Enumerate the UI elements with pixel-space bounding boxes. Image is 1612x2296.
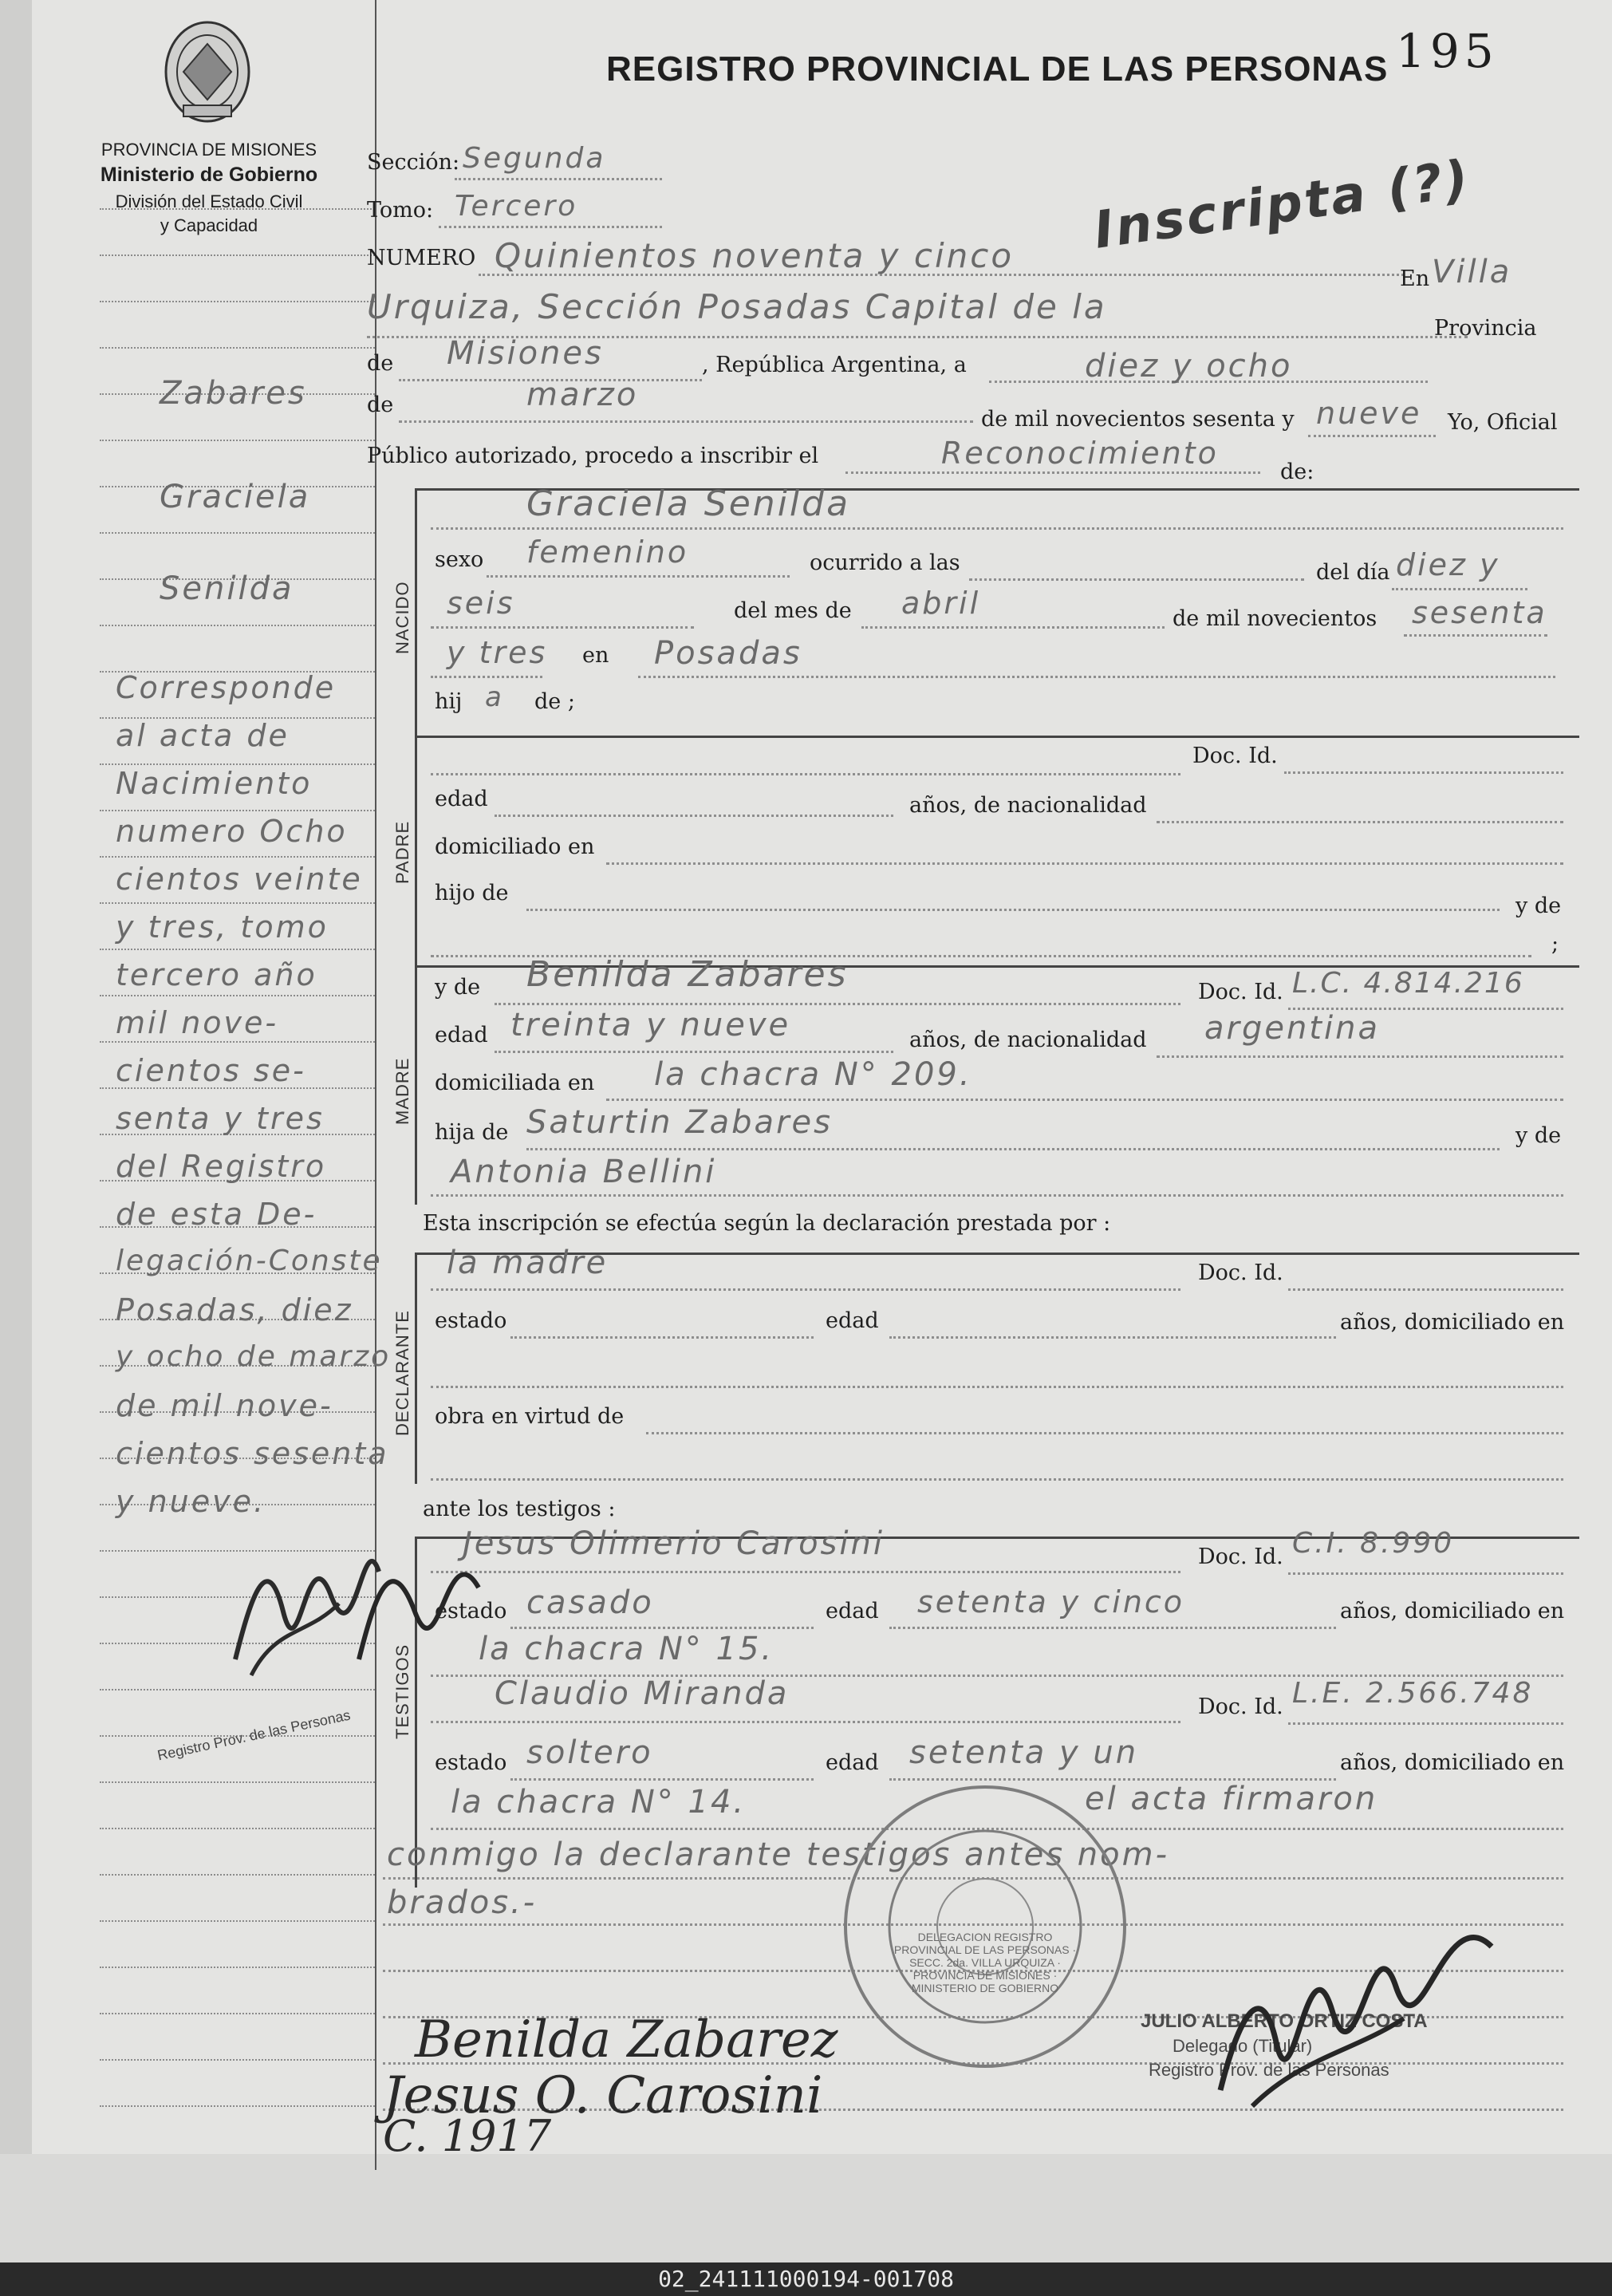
closing-line-b: conmigo la declarante testigos antes nom- <box>387 1836 1170 1873</box>
declarante-nombre: la madre <box>447 1245 609 1281</box>
seccion-label: Sección: <box>367 150 460 175</box>
declarante-estado-label: estado <box>435 1308 507 1333</box>
margin-note-line: Graciela <box>160 479 311 515</box>
signature-jesus: Jesus O. Carosini <box>383 2066 823 2125</box>
margin-note-line: numero Ocho <box>116 814 348 849</box>
milnov-label: de mil novecientos sesenta y <box>981 407 1295 432</box>
section-madre: MADRE <box>392 1057 412 1125</box>
de-label: de <box>367 351 394 376</box>
margin-note-line: legación-Conste <box>116 1245 383 1277</box>
official-round-stamp <box>838 1779 1133 2074</box>
official-signature <box>1204 1851 1523 2122</box>
hij-label: hij <box>435 689 463 714</box>
padre-edad-label: edad <box>435 787 488 811</box>
section-testigos: TESTIGOS <box>392 1643 412 1739</box>
padre-yde-label: y de <box>1515 894 1562 918</box>
official-title-2: Registro Prov. de las Personas <box>1149 2060 1389 2080</box>
madre-domicilio-label: domiciliada en <box>435 1071 595 1095</box>
testigo2-doc-value: L.E. 2.566.748 <box>1292 1677 1534 1710</box>
testigo1-doc-label: Doc. Id. <box>1198 1544 1283 1569</box>
acto-value: Reconocimiento <box>941 436 1219 471</box>
testigos-intro: ante los testigos : <box>423 1497 616 1521</box>
margin-note-line: tercero año <box>116 957 317 992</box>
testigo1-domicilio: la chacra N° 15. <box>479 1631 774 1667</box>
margin-note-line: de esta De- <box>116 1197 317 1232</box>
testigo2-estado-label: estado <box>435 1750 507 1775</box>
tomo-label: Tomo: <box>367 198 434 223</box>
madre-madre-value: Antonia Bellini <box>451 1154 717 1190</box>
en2-label: en <box>582 643 609 668</box>
dia-value-b: seis <box>447 586 515 621</box>
image-footer-id: 02_241111000194-001708 <box>0 2262 1612 2296</box>
de-hij-label: de ; <box>534 689 575 714</box>
de2-label: de <box>367 393 394 417</box>
padre-doc-label: Doc. Id. <box>1192 744 1278 768</box>
padre-semicolon: ; <box>1551 932 1559 957</box>
madre-nacionalidad-value: argentina <box>1204 1010 1380 1047</box>
delmes-label: del mes de <box>734 598 852 623</box>
testigo1-edad-value: setenta y cinco <box>917 1584 1185 1619</box>
testigo2-nombre: Claudio Miranda <box>495 1675 790 1712</box>
section-declarante: DECLARANTE <box>392 1310 412 1436</box>
madre-edad-label: edad <box>435 1023 488 1047</box>
mes-value: abril <box>901 586 981 621</box>
anio-value-b: y tres <box>447 635 548 670</box>
margin-note-line: de mil nove- <box>116 1388 333 1423</box>
sexo-label: sexo <box>435 547 484 572</box>
closing-line-a: el acta firmaron <box>1085 1781 1378 1817</box>
testigo1-edad-label: edad <box>826 1599 879 1623</box>
section-nacido: NACIDO <box>392 581 412 654</box>
division-heading-2: y Capacidad <box>160 215 258 235</box>
madre-anos-label: años, de nacionalidad <box>909 1028 1147 1052</box>
page-title: REGISTRO PROVINCIAL DE LAS PERSONAS <box>606 49 1389 89</box>
margin-notes-column <box>100 0 392 2170</box>
republica-label: , República Argentina, a <box>702 353 967 377</box>
division-heading: División del Estado Civil <box>115 191 303 211</box>
tomo-value: Tercero <box>455 190 578 223</box>
testigo1-estado-label: estado <box>435 1599 507 1623</box>
fecha-anio-value: nueve <box>1316 396 1422 431</box>
margin-note-line: Zabares <box>160 375 307 412</box>
declarante-anos-label: años, domiciliado en <box>1340 1310 1565 1335</box>
de3-label: de: <box>1280 460 1314 484</box>
declarante-obra-label: obra en virtud de <box>435 1404 625 1429</box>
declarante-intro: Esta inscripción se efectúa según la declaración prestada por : <box>423 1211 1111 1236</box>
signature-initials: C. 1917 <box>383 2111 552 2161</box>
nacido-nombre: Graciela Senilda <box>526 483 851 524</box>
oficial-label: Yo, Oficial <box>1448 410 1558 435</box>
binding-strip <box>0 0 34 2154</box>
folio-number: 195 <box>1396 24 1499 78</box>
madre-hija-label: hija de <box>435 1120 509 1145</box>
numero-value: Quinientos noventa y cinco <box>495 236 1015 275</box>
padre-hijo-label: hijo de <box>435 881 509 905</box>
seccion-value: Segunda <box>463 142 606 175</box>
anio-value-a: sesenta <box>1412 595 1547 630</box>
declarante-doc-label: Doc. Id. <box>1198 1260 1283 1285</box>
testigo1-nombre: Jesus Olimerio Carosini <box>463 1525 885 1562</box>
madre-domicilio-value: la chacra N° 209. <box>654 1056 972 1093</box>
en-value: Villa <box>1432 254 1512 290</box>
margin-note-line: Nacimiento <box>116 766 313 801</box>
testigo1-doc-value: C.I. 8.990 <box>1292 1527 1455 1560</box>
en-label: En <box>1400 266 1430 291</box>
margin-note-line: del Registro <box>116 1149 327 1184</box>
margin-note-line: Corresponde <box>116 670 337 705</box>
testigos-signature-mark <box>335 1500 518 1683</box>
margin-stamp-text: Registro Prov. de las Personas <box>156 1706 353 1764</box>
status-stamp: Inscripta (?) <box>1090 149 1475 261</box>
provincia-value: Misiones <box>447 335 604 372</box>
madre-edad-value: treinta y nueve <box>510 1007 791 1043</box>
testigo2-edad-label: edad <box>826 1750 879 1775</box>
margin-note-line: y ocho de marzo <box>116 1340 392 1373</box>
official-title-1: Delegado (Titular) <box>1173 2036 1313 2056</box>
testigo2-edad-value: setenta y un <box>909 1734 1139 1771</box>
margin-note-line: mil nove- <box>116 1005 279 1040</box>
hij-value: a <box>485 681 504 713</box>
province-heading: PROVINCIA DE MISIONES <box>101 140 317 160</box>
madre-doc-value: L.C. 4.814.216 <box>1292 967 1524 1000</box>
section-padre: PADRE <box>392 820 412 884</box>
margin-note-line: senta y tres <box>116 1101 325 1136</box>
publico-label: Público autorizado, procedo a inscribir el <box>367 444 819 468</box>
signature-benilda: Benilda Zabarez <box>415 2010 838 2069</box>
testigo2-anos-label: años, domiciliado en <box>1340 1750 1565 1775</box>
testigo2-domicilio: la chacra N° 14. <box>451 1784 747 1821</box>
margin-note-line: cientos sesenta <box>116 1436 389 1471</box>
padre-anos-label: años, de nacionalidad <box>909 793 1147 818</box>
madre-yde-label: y de <box>435 975 481 1000</box>
madre-yde2-label: y de <box>1515 1123 1562 1148</box>
margin-note-line: y nueve. <box>116 1484 266 1519</box>
provincial-seal <box>160 16 255 128</box>
dia-value-a: diez y <box>1396 547 1500 582</box>
fecha-mes-value: marzo <box>526 377 639 413</box>
provincia-label: Provincia <box>1434 316 1537 341</box>
declarante-edad-label: edad <box>826 1308 879 1333</box>
milnov2-label: de mil novecientos <box>1173 606 1377 631</box>
lugar-nacimiento-value: Posadas <box>654 635 802 672</box>
fecha-dia-value: diez y ocho <box>1085 348 1293 385</box>
margin-note-line: cientos veinte <box>116 862 363 897</box>
lugar-value: Urquiza, Sección Posadas Capital de la <box>367 287 1107 326</box>
madre-doc-label: Doc. Id. <box>1198 980 1283 1004</box>
margin-note-line: cientos se- <box>116 1053 306 1088</box>
official-name: JULIO ALBERTO ORTIZ COSTA <box>1141 2010 1428 2032</box>
madre-nombre: Benilda Zabares <box>526 954 849 995</box>
ministry-heading: Ministerio de Gobierno <box>100 164 318 186</box>
testigo2-estado-value: soltero <box>526 1734 653 1771</box>
ocurrido-label: ocurrido a las <box>810 550 960 575</box>
madre-padre-value: Saturtin Zabares <box>526 1104 833 1141</box>
margin-note-line: al acta de <box>116 718 290 753</box>
testigo2-doc-label: Doc. Id. <box>1198 1694 1283 1719</box>
margin-note-line: y tres, tomo <box>116 909 329 945</box>
stamp-ring-text: DELEGACION REGISTRO PROVINCIAL DE LAS PERSONAS · SECC. 2da. VILLA URQUIZA · PROVINCIA DE MISIONES · MINISTERIO DE GOBIERNO <box>893 1931 1077 1994</box>
closing-line-c: brados.- <box>387 1884 538 1921</box>
testigo1-anos-label: años, domiciliado en <box>1340 1599 1565 1623</box>
sexo-value: femenino <box>526 535 689 570</box>
padre-domicilio-label: domiciliado en <box>435 834 595 859</box>
numero-label: NUMERO <box>367 246 476 270</box>
register-page <box>32 0 1612 2161</box>
margin-note-line: Senilda <box>160 570 294 607</box>
testigo1-estado-value: casado <box>526 1584 654 1621</box>
deldia-label: del día <box>1316 560 1390 585</box>
margin-note-line: Posadas, diez <box>116 1292 353 1327</box>
